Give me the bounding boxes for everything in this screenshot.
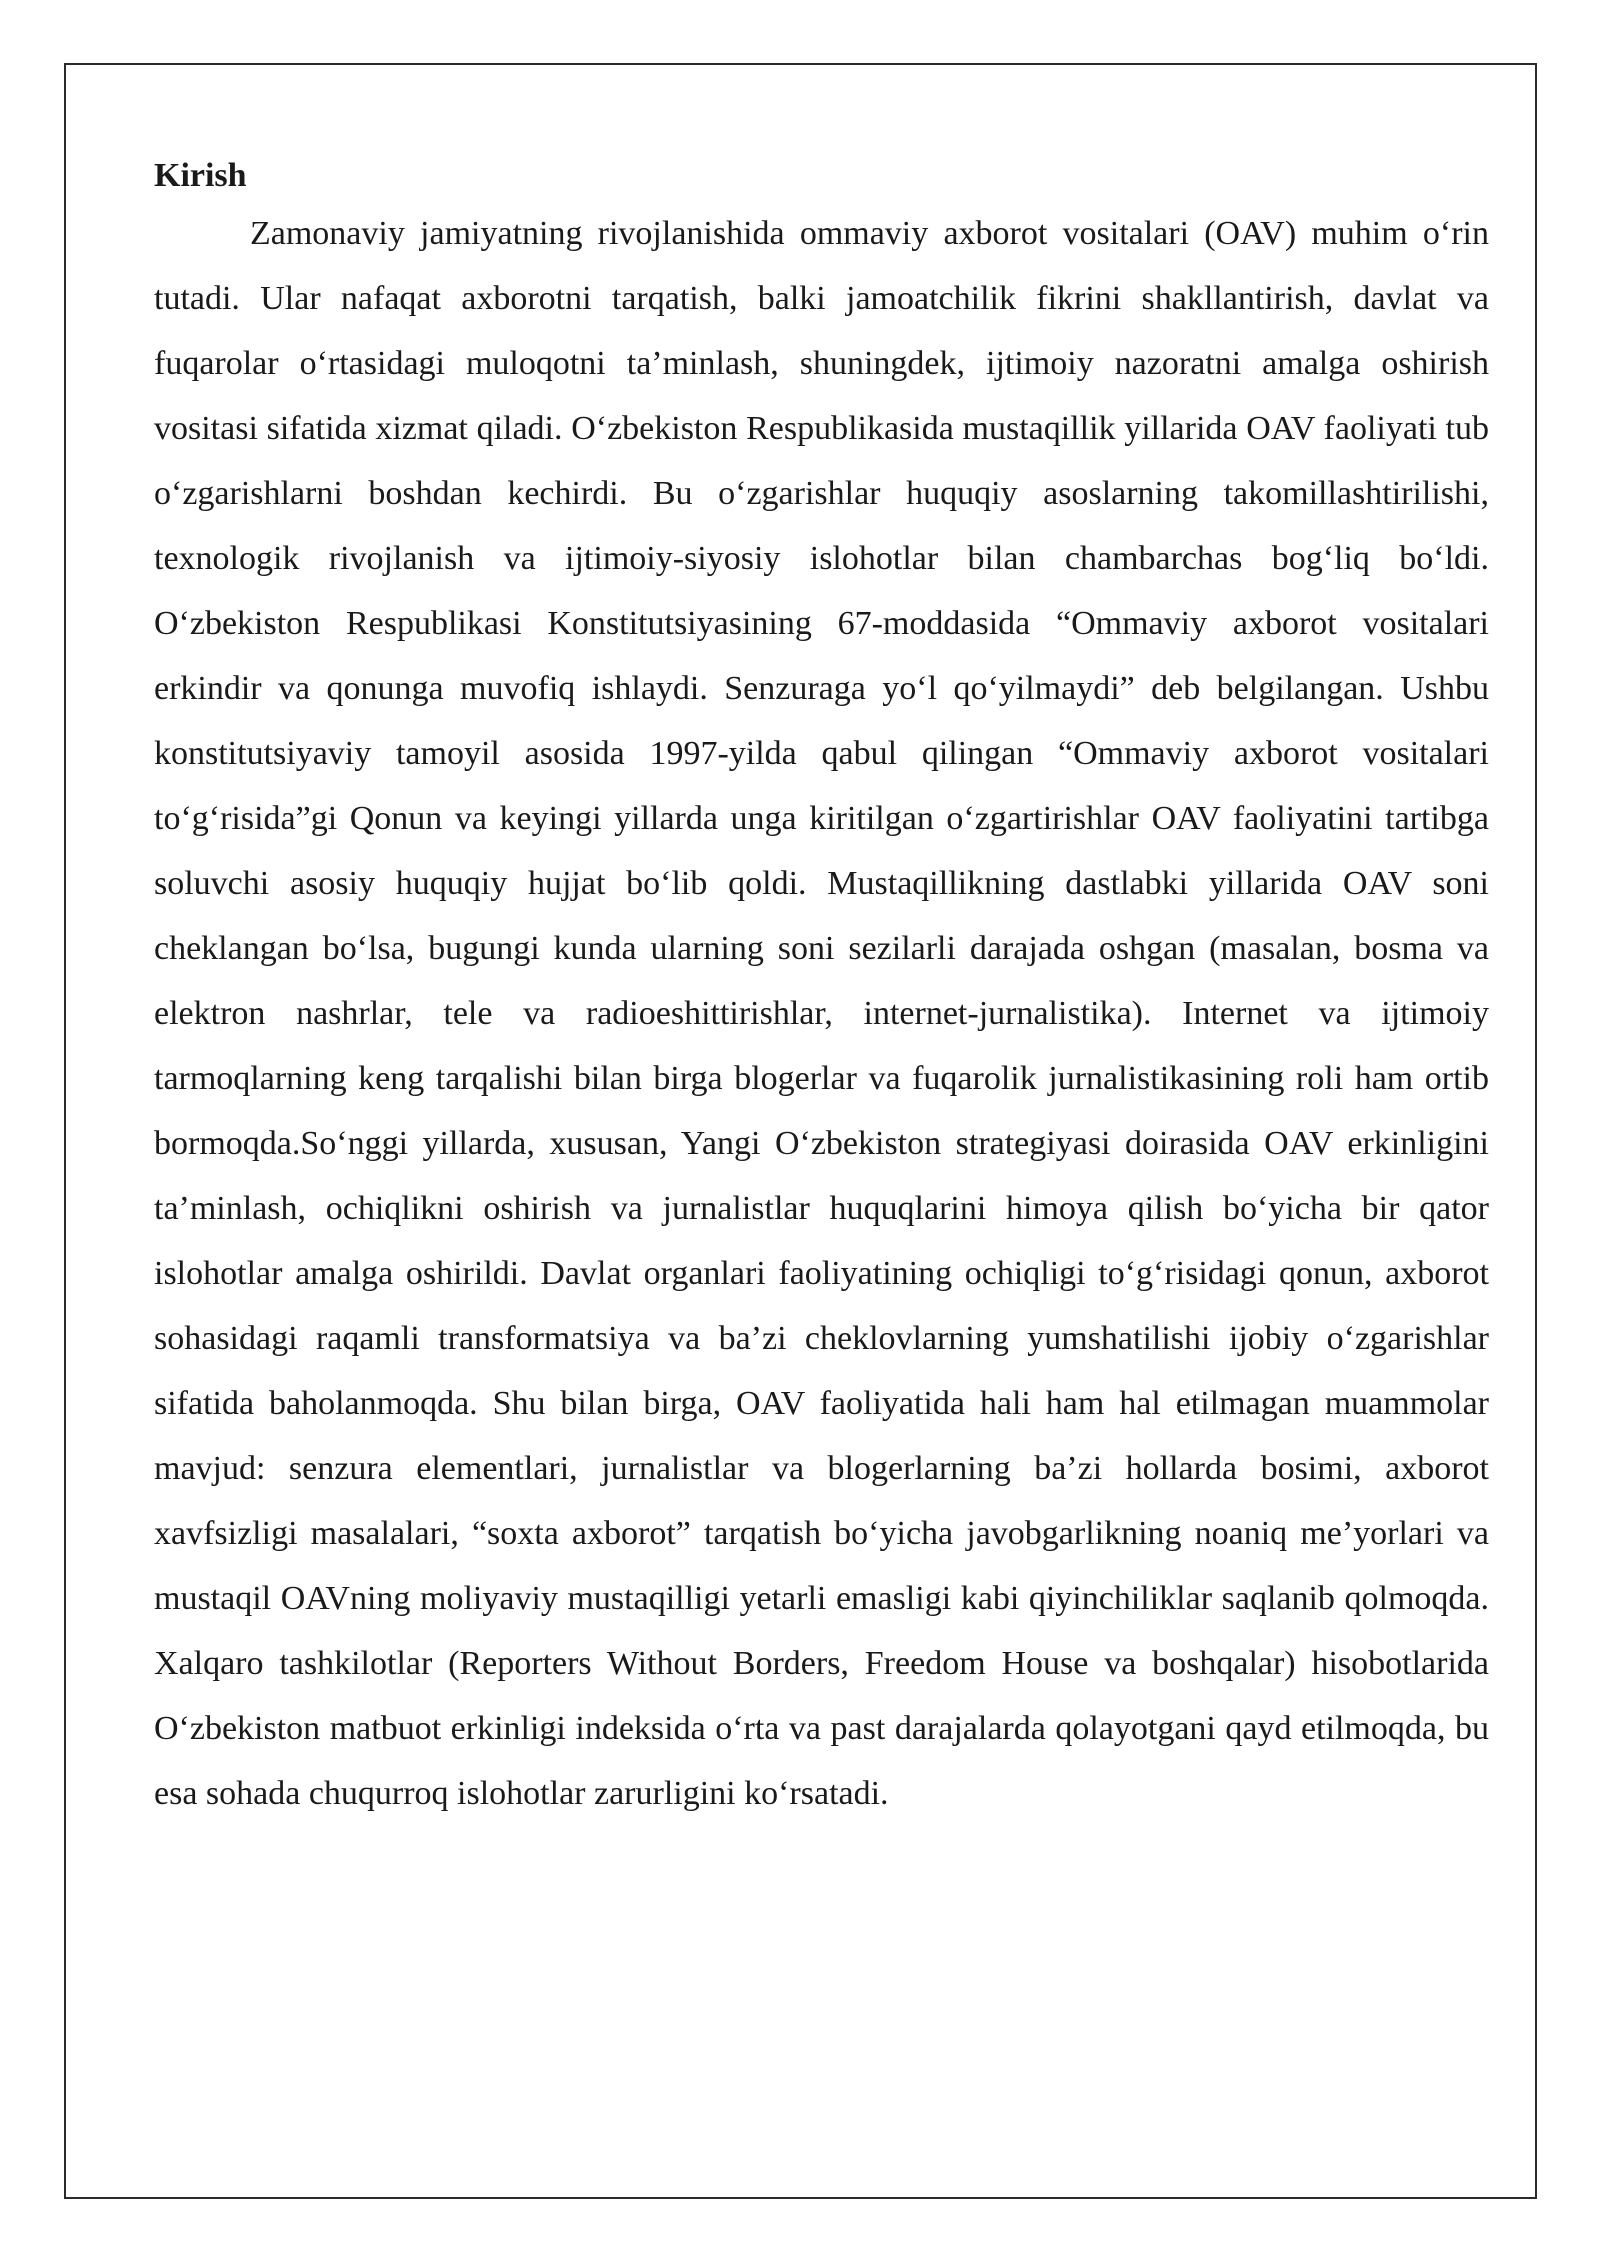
body-paragraph: Zamonaviy jamiyatning rivojlanishida ommaviy axborot vositalari (OAV) muhim o‘rin tutadi. Ular nafaqat axborotni tarqatish, balki jamoatchilik fikrini shakllantirish, davlat va fuqarolar o‘rtasidagi muloqotni ta’minlash, shuningdek, ijtimoiy nazoratni amalga oshirish vositasi sifatida xizmat qiladi. O‘zbekiston Respublikasida mustaqillik yillarida OAV faoliyati tub o‘zgarishlarni boshdan kechirdi. Bu o‘zgarishlar huquqiy asoslarning takomillashtirilishi, texnologik rivojlanish va ijtimoiy-siyosiy islohotlar bilan chambarchas bog‘liq bo‘ldi. O‘zbekiston Respublikasi Konstitutsiyasining 67-moddasida “Ommaviy axborot vositalari erkindir va qonunga muvofiq ishlaydi. Senzuraga yo‘l qo‘yilmaydi” deb belgilangan. Ushbu konstitutsiyaviy tamoyil asosida 1997-yilda qabul qilingan “Ommaviy axborot vositalari to‘g‘risida”gi Qonun va keyingi yillarda unga kiritilgan o‘zgartirishlar OAV faoliyatini tartibga soluvchi asosiy huquqiy hujjat bo‘lib qoldi. Mustaqillikning dastlabki yillarida OAV soni cheklangan bo‘lsa, bugungi kunda ularning soni sezilarli darajada oshgan (masalan, bosma va elektron nashrlar, tele va radioeshittirishlar, internet-jurnalistika). Internet va ijtimoiy tarmoqlarning keng tarqalishi bilan birga blogerlar va fuqarolik jurnalistikasining roli ham ortib bormoqda.So‘nggi yillarda, xususan, Yangi O‘zbekiston strategiyasi doirasida OAV erkinligini ta’minlash, ochiqlikni oshirish va jurnalistlar huquqlarini himoya qilish bo‘yicha bir qator islohotlar amalga oshirildi. Davlat organlari faoliyatining ochiqligi to‘g‘risidagi qonun, axborot sohasidagi raqamli transformatsiya va ba’zi cheklovlarning yumshatilishi ijobiy o‘zgarishlar sifatida baholanmoqda. Shu bilan birga, OAV faoliyatida hali ham hal etilmagan muammolar mavjud: senzura elementlari, jurnalistlar va blogerlarning ba’zi hollarda bosimi, axborot xavfsizligi masalalari, “soxta axborot” tarqatish bo‘yicha javobgarlikning noaniq me’yorlari va mustaqil OAVning moliyaviy mustaqilligi yetarli emasligi kabi qiyinchiliklar saqlanib qolmoqda. Xalqaro tashkilotlar (Reporters Without Borders, Freedom House va boshqalar) hisobotlarida O‘zbekiston matbuot erkinligi indeksida o‘rta va past darajalarda qolayotgani qayd etilmoqda, bu esa sohada chuqurroq islohotlar zarurligini ko‘rsatadi. bbox=[154, 215, 1489, 1812]
document-body bbox=[154, 151, 1489, 1826]
page-frame bbox=[64, 63, 1537, 2199]
section-heading: Kirish bbox=[154, 157, 247, 194]
